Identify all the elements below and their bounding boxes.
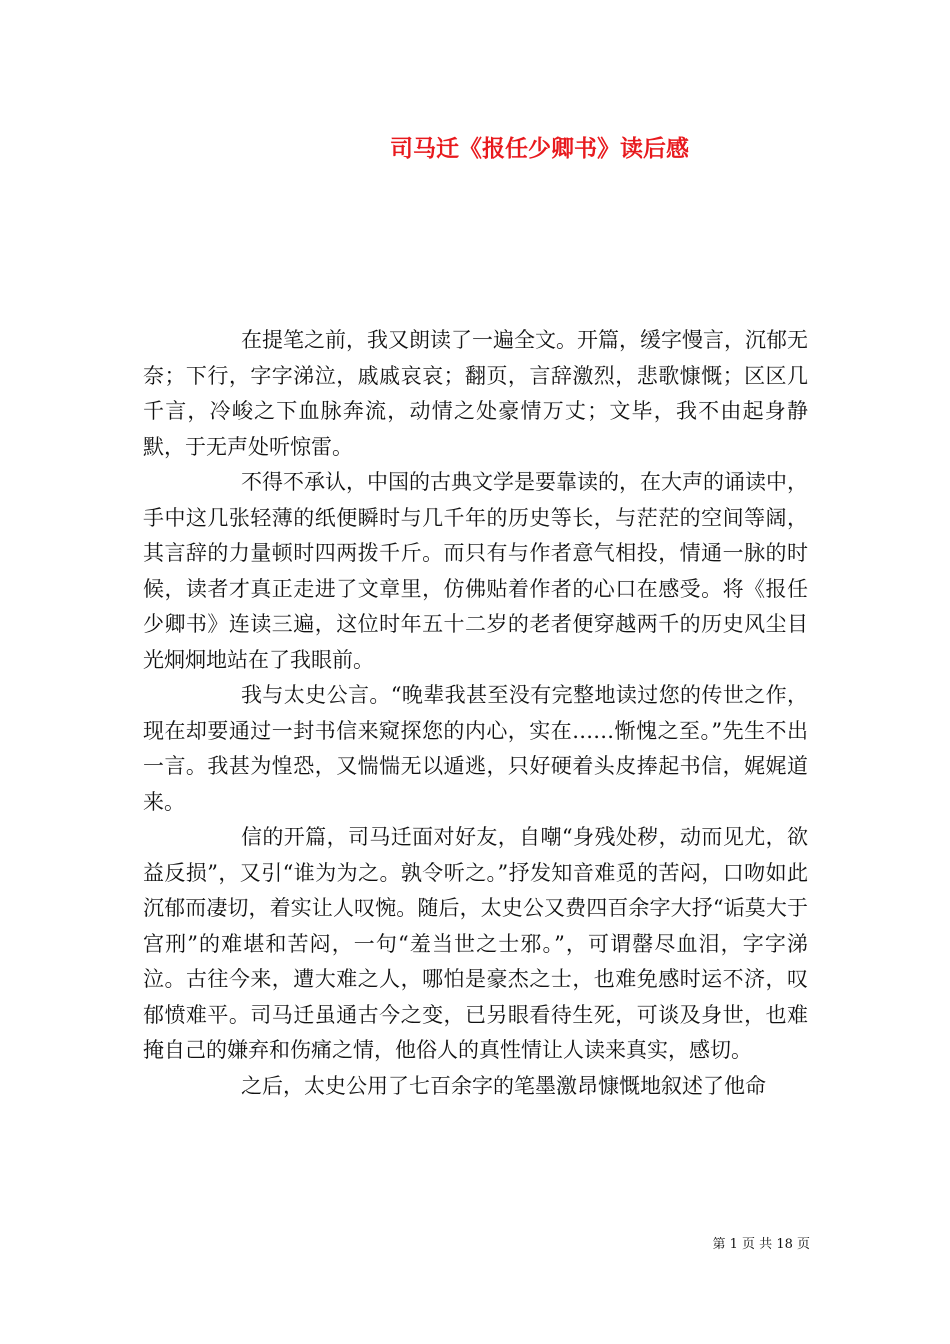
document-title: 司马迁《报任少卿书》读后感: [390, 135, 689, 162]
paragraph-3: 我与太史公言。“晚辈我甚至没有完整地读过您的传世之作，现在却要通过一封书信来窥探您的内心，实在……惭愧之至。”先生不出一言。我甚为惶恐，又惴惴无以遁逃，只好硬着头皮捧起书信，娓娓道来。: [143, 683, 808, 814]
paragraph-1: 在提笔之前，我又朗读了一遍全文。开篇，缓字慢言，沉郁无奈；下行，字字涕泣，戚戚哀哀；翻页，言辞激烈，悲歌慷慨；区区几千言，冷峻之下血脉奔流，动情之处豪情万丈；文毕，我不由起身静默，于无声处听惊雷。: [143, 328, 808, 459]
paragraph-2: 不得不承认，中国的古典文学是要靠读的，在大声的诵读中，手中这几张轻薄的纸便瞬时与几千年的历史等长，与茫茫的空间等阔，其言辞的力量顿时四两拨千斤。而只有与作者意气相投，情通一脉的时候，读者才真正走进了文章里，仿佛贴着作者的心口在感受。将《报任少卿书》连读三遍，这位时年五十二岁的老者便穿越两千的历史风尘目光炯炯地站在了我眼前。: [143, 470, 808, 672]
paragraph-4: 信的开篇，司马迁面对好友，自嘲“身残处秽，动而见尤，欲益反损”，又引“谁为为之。孰令听之。”抒发知音难觅的苦闷，口吻如此沉郁而凄切，着实让人叹惋。随后，太史公又费四百余字大抒“诟莫大于宫刑”的难堪和苦闷，一句“羞当世之士邪。”，可谓罄尽血泪，字字涕泣。古往今来，遭大难之人，哪怕是豪杰之士，也难免感时运不济，叹郁愤难平。司马迁虽通古今之变，已另眼看待生死，可谈及身世，也难掩自己的嫌弃和伤痛之情，他俗人的真性情让人读来真实，感切。: [143, 825, 808, 1062]
document-body: [143, 323, 808, 1104]
paragraph-5: 之后，太史公用了七百余字的笔墨激昂慷慨地叙述了他命: [241, 1073, 766, 1098]
page-number-footer: 第 1 页 共 18 页: [712, 1237, 810, 1252]
